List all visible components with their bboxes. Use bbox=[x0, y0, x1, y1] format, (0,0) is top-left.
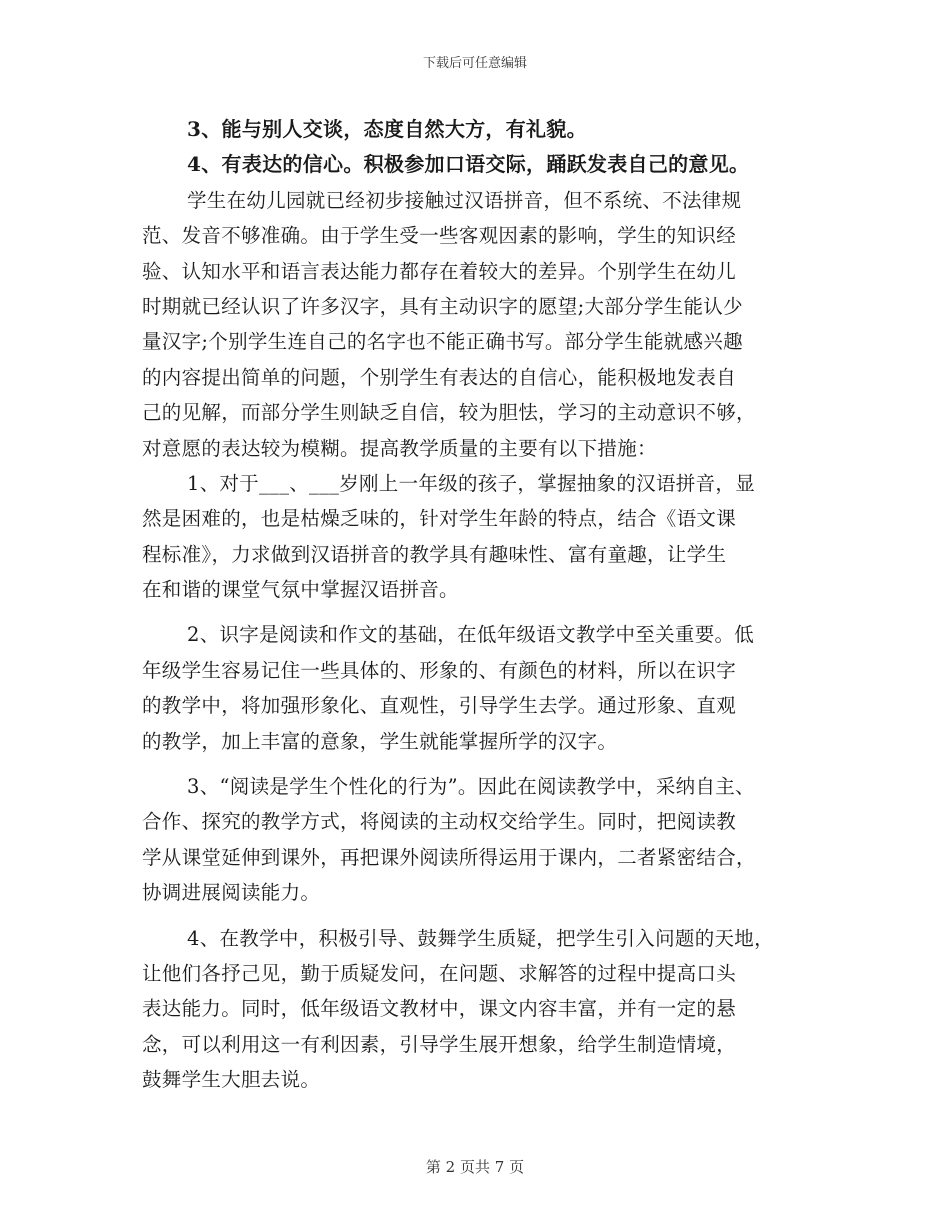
text-line: 念，可以利用这一有利因素，引导学生展开想象，给学生制造情境， bbox=[142, 1032, 737, 1056]
text-line: 表达能力。同时，低年级语文教材中，课文内容丰富，并有一定的悬 bbox=[142, 997, 737, 1021]
text-line: 范、发音不够准确。由于学生受一些客观因素的影响，学生的知识经 bbox=[142, 224, 737, 248]
text-line: 己的见解，而部分学生则缺乏自信，较为胆怯，学习的主动意识不够， bbox=[142, 401, 756, 425]
document-body bbox=[142, 112, 822, 1098]
text-line: 的教学，加上丰富的意象，学生就能掌握所学的汉字。 bbox=[142, 729, 618, 753]
page-footer: 第 2 页共 7 页 bbox=[425, 1158, 525, 1176]
text-line: 4、在教学中，积极引导、鼓舞学生质疑，把学生引入问题的天地， bbox=[187, 926, 774, 950]
text-line: 对意愿的表达较为模糊。提高教学质量的主要有以下措施： bbox=[142, 436, 657, 460]
text-line: 学生在幼儿园就已经初步接触过汉语拼音，但不系统、不法律规 bbox=[187, 188, 742, 212]
text-line: 的教学中，将加强形象化、直观性，引导学生去学。通过形象、直观 bbox=[142, 694, 737, 718]
page-header: 下载后可任意编辑 bbox=[422, 56, 527, 71]
text-line: 验、认知水平和语言表达能力都存在着较大的差异。个别学生在幼儿 bbox=[142, 259, 737, 283]
text-line: 2、识字是阅读和作文的基础，在低年级语文教学中至关重要。低 bbox=[187, 623, 755, 647]
text-line: 4、有表达的信心。积极参加口语交际，踊跃发表自己的意见。 bbox=[187, 152, 750, 177]
text-line: 让他们各抒己见，勤于质疑发问，在问题、求解答的过程中提高口头 bbox=[142, 961, 737, 985]
paragraph-gap bbox=[142, 607, 822, 617]
text-line: 3、“阅读是学生个性化的行为”。因此在阅读教学中，采纳自主、 bbox=[187, 775, 755, 799]
text-line: 时期就已经认识了许多汉字，具有主动识字的愿望;大部分学生能认少 bbox=[142, 294, 743, 318]
paragraph-gap bbox=[142, 759, 822, 769]
text-line: 鼓舞学生大胆去说。 bbox=[142, 1068, 321, 1092]
text-line: 在和谐的课堂气氛中掌握汉语拼音。 bbox=[142, 578, 459, 602]
paragraph-gap bbox=[142, 911, 822, 921]
text-line: 合作、探究的教学方式，将阅读的主动权交给学生。同时，把阅读教 bbox=[142, 810, 737, 834]
text-line: 1、对于___、___岁刚上一年级的孩子，掌握抽象的汉语拼音，显 bbox=[187, 471, 756, 495]
text-line: 协调进展阅读能力。 bbox=[142, 881, 321, 905]
text-line: 学从课堂延伸到课外，再把课外阅读所得运用于课内，二者紧密结合， bbox=[142, 845, 756, 869]
text-line: 程标准》，力求做到汉语拼音的教学具有趣味性、富有童趣，让学生 bbox=[142, 542, 727, 566]
text-line: 3、能与别人交谈，态度自然大方，有礼貌。 bbox=[187, 117, 587, 141]
text-line: 年级学生容易记住一些具体的、形象的、有颜色的材料，所以在识字 bbox=[142, 658, 737, 682]
text-line: 然是困难的，也是枯燥乏味的，针对学生年龄的特点，结合《语文课 bbox=[142, 507, 737, 531]
text-line: 的内容提出简单的问题，个别学生有表达的自信心，能积极地发表自 bbox=[142, 365, 737, 389]
text-line: 量汉字;个别学生连自己的名字也不能正确书写。部分学生能就感兴趣 bbox=[142, 330, 743, 354]
